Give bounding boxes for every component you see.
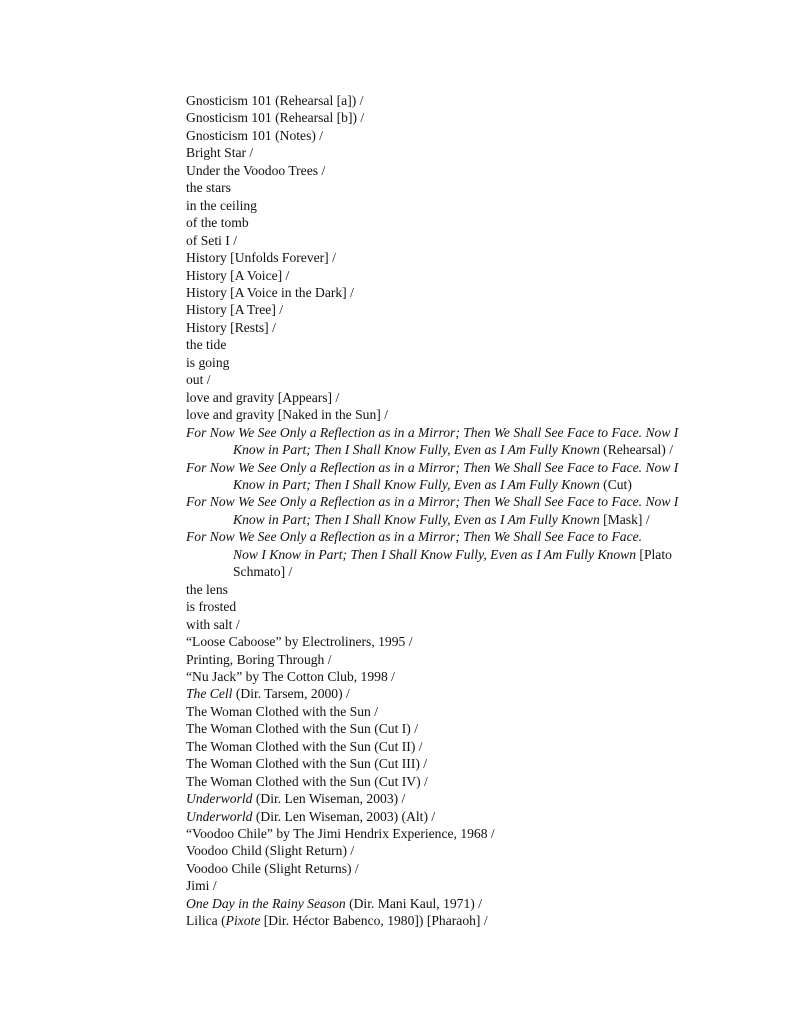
text-line: the stars bbox=[186, 180, 231, 196]
reflection-entry bbox=[186, 528, 706, 580]
reflection-entry bbox=[186, 459, 706, 494]
film-details: [Dir. Héctor Babenco, 1980]) [Pharaoh] / bbox=[260, 913, 488, 929]
text-line: Gnosticism 101 (Rehearsal [b]) / bbox=[186, 110, 365, 126]
reflection-entry bbox=[186, 493, 706, 528]
text-line-underworld bbox=[186, 808, 706, 825]
text-line: “Nu Jack” by The Cotton Club, 1998 / bbox=[186, 668, 395, 684]
reflection-line-1: For Now We See Only a Reflection as in a Mirror; Then We Shall See Face to Face. bbox=[186, 529, 643, 545]
reflection-italic: Now I Know in Part; Then I Shall Know Fully, Even as I Am Fully Known bbox=[233, 546, 637, 562]
film-title: The Cell bbox=[186, 686, 233, 702]
text-line: is frosted bbox=[186, 599, 237, 615]
reflection-italic: Know in Part; Then I Shall Know Fully, Even as I Am Fully Known bbox=[233, 442, 600, 458]
film-details: (Dir. Mani Kaul, 1971) / bbox=[345, 895, 482, 911]
text-line: The Woman Clothed with the Sun (Cut IV) / bbox=[186, 773, 428, 789]
film-title: One Day in the Rainy Season bbox=[186, 895, 346, 911]
text-line: the tide bbox=[186, 337, 227, 353]
text-line: “Voodoo Chile” by The Jimi Hendrix Experience, 1968 / bbox=[186, 826, 495, 842]
reflection-line-1: For Now We See Only a Reflection as in a Mirror; Then We Shall See Face to Face. Now I bbox=[186, 494, 679, 510]
text-line: the lens bbox=[186, 581, 228, 597]
text-line: The Woman Clothed with the Sun (Cut I) / bbox=[186, 721, 418, 737]
text-line: in the ceiling bbox=[186, 197, 257, 213]
text-line: love and gravity [Appears] / bbox=[186, 389, 340, 405]
text-line: History [Unfolds Forever] / bbox=[186, 250, 336, 266]
text-line-cell bbox=[186, 685, 706, 702]
reflection-line-3: Schmato] / bbox=[233, 564, 293, 580]
reflection-line-2 bbox=[186, 546, 706, 563]
text-line: Voodoo Child (Slight Return) / bbox=[186, 843, 355, 859]
reflection-line-1: For Now We See Only a Reflection as in a Mirror; Then We Shall See Face to Face. Now I bbox=[186, 424, 679, 440]
text-line: Jimi / bbox=[186, 878, 217, 894]
text-block bbox=[186, 92, 706, 930]
text-line: is going bbox=[186, 354, 230, 370]
text-line: “Loose Caboose” by Electroliners, 1995 / bbox=[186, 634, 413, 650]
reflection-suffix: [Plato bbox=[636, 546, 672, 562]
film-details: (Dir. Len Wiseman, 2003) (Alt) / bbox=[252, 808, 436, 824]
text-line: of Seti I / bbox=[186, 232, 237, 248]
reflection-suffix: (Rehearsal) / bbox=[599, 442, 673, 458]
film-title: Underworld bbox=[186, 791, 253, 807]
text-line: love and gravity [Naked in the Sun] / bbox=[186, 407, 388, 423]
reflection-italic: Know in Part; Then I Shall Know Fully, Even as I Am Fully Known bbox=[233, 476, 600, 492]
text-line: of the tomb bbox=[186, 215, 249, 231]
text-line: Gnosticism 101 (Notes) / bbox=[186, 127, 324, 143]
text-line: The Woman Clothed with the Sun / bbox=[186, 703, 378, 719]
film-details: (Dir. Len Wiseman, 2003) / bbox=[252, 791, 406, 807]
text-line: History [A Voice in the Dark] / bbox=[186, 284, 354, 300]
text-line: Under the Voodoo Trees / bbox=[186, 162, 326, 178]
text-line: History [A Voice] / bbox=[186, 267, 290, 283]
text-line-underworld bbox=[186, 790, 706, 807]
text-line: History [Rests] / bbox=[186, 319, 276, 335]
film-title: Underworld bbox=[186, 808, 253, 824]
text-line-rainy bbox=[186, 895, 706, 912]
reflection-line-1: For Now We See Only a Reflection as in a Mirror; Then We Shall See Face to Face. Now I bbox=[186, 459, 679, 475]
film-title: Pixote bbox=[225, 913, 261, 929]
reflection-italic: Know in Part; Then I Shall Know Fully, Even as I Am Fully Known bbox=[233, 511, 600, 527]
lilica-prefix: Lilica ( bbox=[186, 913, 226, 929]
text-line: Printing, Boring Through / bbox=[186, 651, 332, 667]
text-line: Bright Star / bbox=[186, 145, 254, 161]
reflection-line-2 bbox=[186, 511, 706, 528]
reflection-line-2 bbox=[186, 441, 706, 458]
text-line: The Woman Clothed with the Sun (Cut II) / bbox=[186, 738, 423, 754]
text-line: Gnosticism 101 (Rehearsal [a]) / bbox=[186, 93, 364, 108]
film-details: (Dir. Tarsem, 2000) / bbox=[232, 686, 350, 702]
text-line: Voodoo Chile (Slight Returns) / bbox=[186, 860, 359, 876]
reflection-suffix: (Cut) bbox=[599, 476, 632, 492]
text-line: out / bbox=[186, 372, 211, 388]
reflection-entry bbox=[186, 424, 706, 459]
text-line: History [A Tree] / bbox=[186, 302, 284, 318]
reflection-line-2 bbox=[186, 476, 706, 493]
text-line-lilica bbox=[186, 912, 706, 929]
text-line: with salt / bbox=[186, 616, 240, 632]
reflection-suffix: [Mask] / bbox=[599, 511, 650, 527]
text-line: The Woman Clothed with the Sun (Cut III) / bbox=[186, 756, 428, 772]
